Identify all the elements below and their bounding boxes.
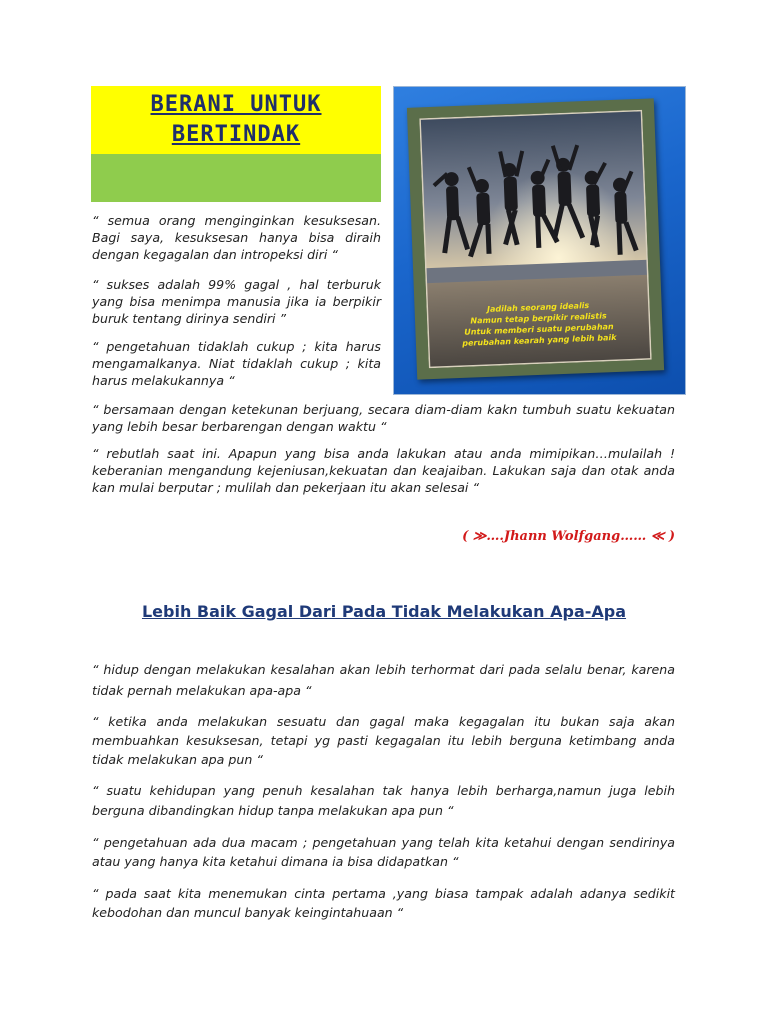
- photo-frame: [393, 86, 686, 395]
- quote-top-1: “ semua orang menginginkan kesuksesan. Bagi saya, kesuksesan hanya bisa diraih dengan kegagalan dan intropeksi diri “: [92, 213, 381, 262]
- caption-line: Untuk memberi suatu perubahan: [464, 322, 614, 337]
- title-green-band: [91, 154, 381, 202]
- quote-top-2: “ sukses adalah 99% gagal , hal terburuk yang bisa menimpa manusia jika ia berpikir buruk tentang dirinya sendiri ”: [92, 277, 381, 326]
- title-line-2: BERTINDAK: [171, 122, 301, 147]
- quote-section-3: “ suatu kehidupan yang penuh kesalahan tak hanya lebih berharga,namun juga lebih berguna dibandingkan hidup tanpa melakukan apa pun “: [92, 783, 675, 818]
- quote-section-4: “ pengetahuan ada dua macam ; pengetahuan yang telah kita ketahui dengan sendirinya atau yang hanya kita ketahui dimana ia bisa didapatkan “: [92, 835, 675, 869]
- beach-photo: [419, 110, 651, 368]
- page-title: [151, 90, 322, 150]
- title-banner: [91, 86, 381, 154]
- quote-section-5: “ pada saat kita menemukan cinta pertama ,yang biasa tampak adalah adanya sedikit kebodohan dan muncul banyak keingintahuaan “: [92, 886, 675, 920]
- quote-mid-1: “ bersamaan dengan ketekunan berjuang, secara diam-diam kakn tumbuh suatu kekuatan yang lebih besar berbarengan dengan waktu “: [92, 402, 675, 434]
- quote-section-2: “ ketika anda melakukan sesuatu dan gagal maka kegagalan itu bukan saja akan membuahkan kesuksesan, tetapi yg pasti kegagalan itu lebih berguna ketimbang anda tidak melakukan apa pun “: [92, 714, 675, 767]
- quote-top-3: “ pengetahuan tidaklah cukup ; kita harus mengamalkanya. Niat tidaklah cukup ; kita harus melakukannya “: [92, 339, 381, 388]
- section-heading: Lebih Baik Gagal Dari Pada Tidak Melakukan Apa-Apa: [141, 602, 627, 621]
- caption-line: Jadilah seorang idealis: [486, 300, 590, 314]
- photo-caption: [427, 298, 652, 351]
- title-line-1: BERANI UNTUK: [150, 92, 322, 117]
- caption-line: Namun tetap berpikir realistis: [470, 311, 607, 326]
- quote-section-1: “ hidup dengan melakukan kesalahan akan lebih terhormat dari pada selalu benar, karena tidak pernah melakukan apa-apa “: [92, 662, 675, 698]
- quote-mid-2: “ rebutlah saat ini. Apapun yang bisa anda lakukan atau anda mimipikan…mulailah ! keberanian mengandung kejeniusan,kekuatan dan keajaiban. Lakukan saja dan otak anda kan mulai berputar ; mulilah dan pekerjaan itu akan selesai “: [92, 446, 675, 495]
- attribution: ( ≫….Jhann Wolfgang…… ≪ ): [462, 529, 675, 544]
- caption-line: perubahan kearah yang lebih baik: [462, 332, 617, 348]
- photo-mat: [407, 98, 664, 379]
- title-box: [91, 86, 381, 202]
